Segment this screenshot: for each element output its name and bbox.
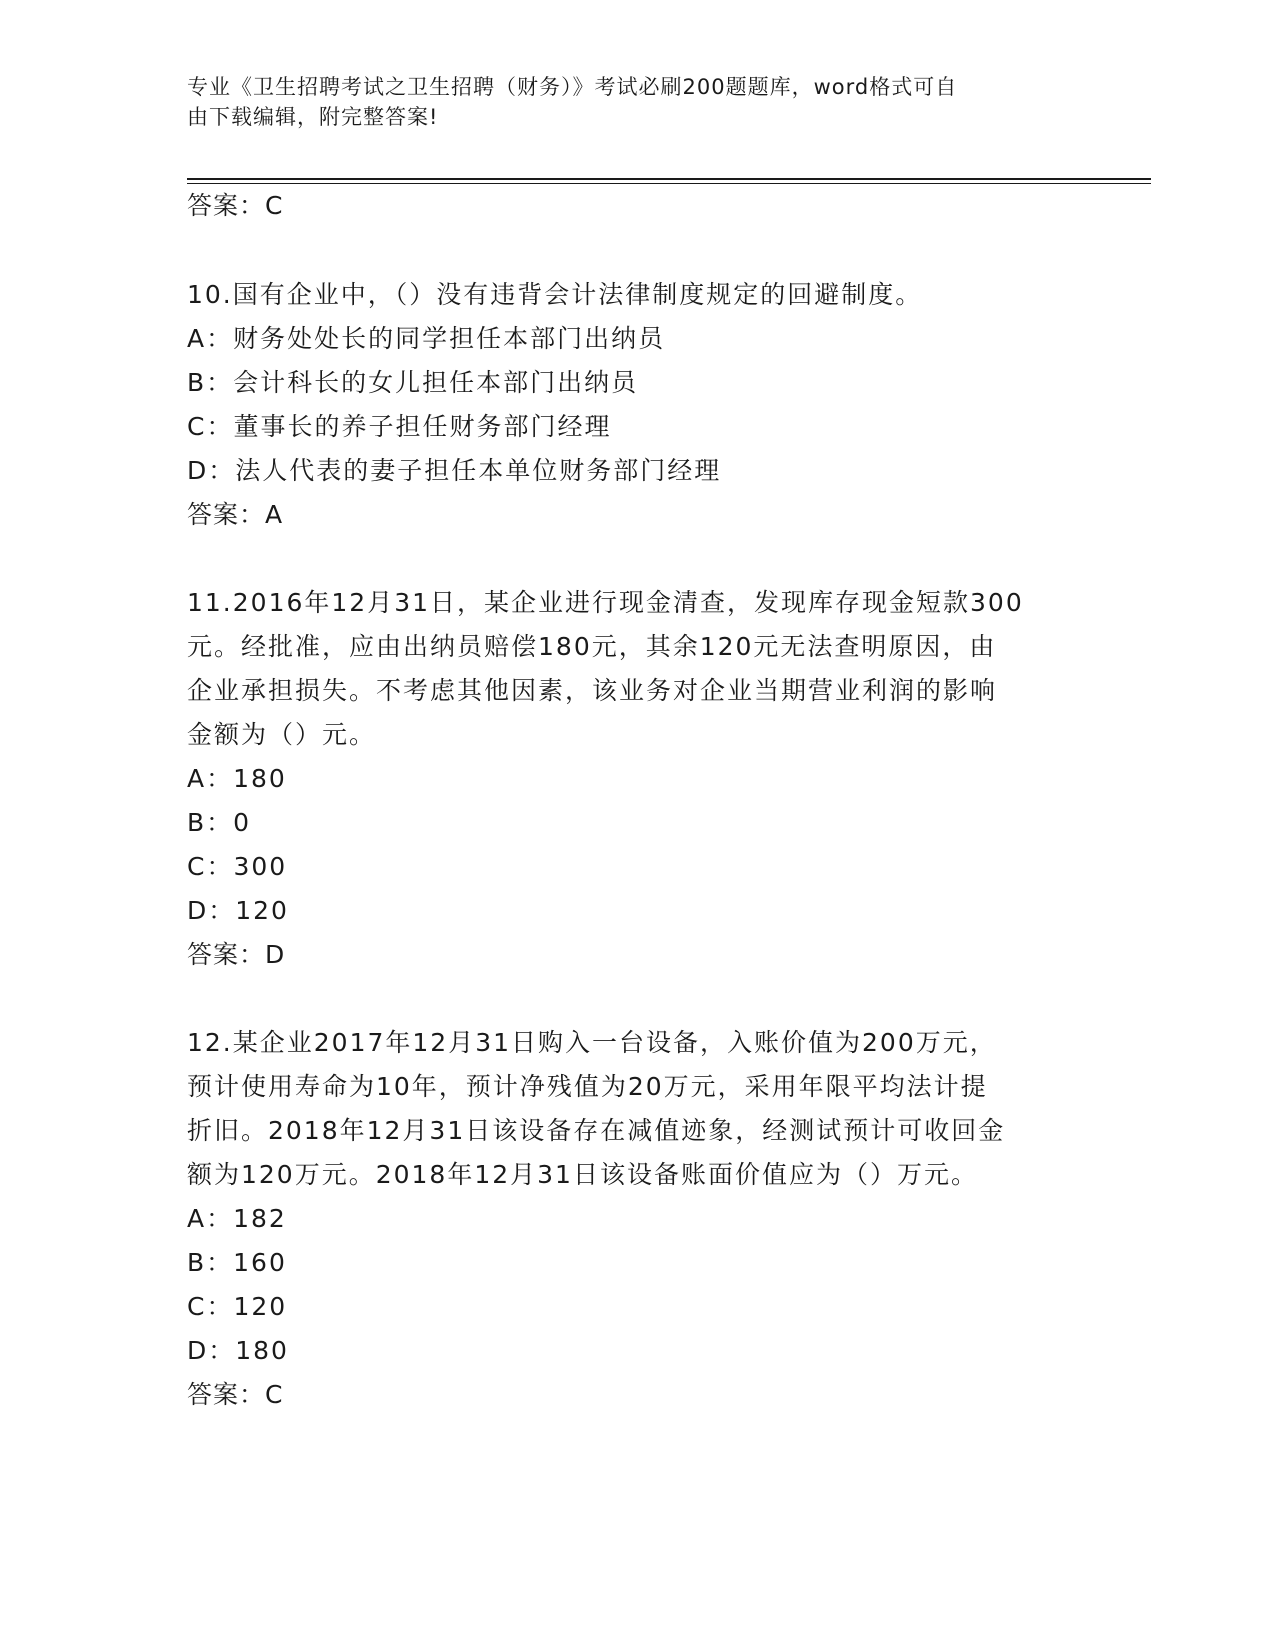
question-stem-line-2: 元。经批准，应由出纳员赔偿180元，其余120元无法查明原因，由 xyxy=(187,632,997,661)
option-c: C：120 xyxy=(187,1292,288,1321)
question-stem-line-3: 企业承担损失。不考虑其他因素，该业务对企业当期营业利润的影响 xyxy=(187,676,998,705)
answer: 答案：C xyxy=(187,1380,284,1409)
option-b: B：160 xyxy=(187,1248,287,1277)
header-rule-thick xyxy=(187,178,1151,180)
header-line-1: 专业《卫生招聘考试之卫生招聘（财务）》考试必刷200题题库，word格式可自 xyxy=(187,75,958,99)
option-a: A：财务处处长的同学担任本部门出纳员 xyxy=(187,324,666,353)
option-d: D：180 xyxy=(187,1336,289,1365)
question-stem-line-1: 11.2016年12月31日，某企业进行现金清查，发现库存现金短款300 xyxy=(187,588,1024,617)
option-a: A：180 xyxy=(187,764,287,793)
answer: 答案：A xyxy=(187,500,284,529)
option-d: D：120 xyxy=(187,896,289,925)
header-line-2: 由下载编辑，附完整答案! xyxy=(187,105,439,129)
option-c: C：董事长的养子担任财务部门经理 xyxy=(187,412,612,441)
answer: 答案：D xyxy=(187,940,286,969)
question-stem: 10.国有企业中，（）没有违背会计法律制度规定的回避制度。 xyxy=(187,280,923,309)
header-rule-thin xyxy=(187,183,1151,184)
option-c: C：300 xyxy=(187,852,288,881)
previous-answer: 答案：C xyxy=(187,191,284,220)
question-stem-line-2: 预计使用寿命为10年，预计净残值为20万元，采用年限平均法计提 xyxy=(187,1072,988,1101)
option-a: A：182 xyxy=(187,1204,287,1233)
option-b: B：会计科长的女儿担任本部门出纳员 xyxy=(187,368,639,397)
question-stem-line-3: 折旧。2018年12月31日该设备存在减值迹象，经测试预计可收回金 xyxy=(187,1116,1006,1145)
option-d: D：法人代表的妻子担任本单位财务部门经理 xyxy=(187,456,722,485)
question-stem-line-4: 金额为（）元。 xyxy=(187,720,377,749)
question-stem-line-4: 额为120万元。2018年12月31日该设备账面价值应为（）万元。 xyxy=(187,1160,978,1189)
question-stem-line-1: 12.某企业2017年12月31日购入一台设备，入账价值为200万元， xyxy=(187,1028,997,1057)
document-header xyxy=(187,72,1067,132)
option-b: B：0 xyxy=(187,808,252,837)
